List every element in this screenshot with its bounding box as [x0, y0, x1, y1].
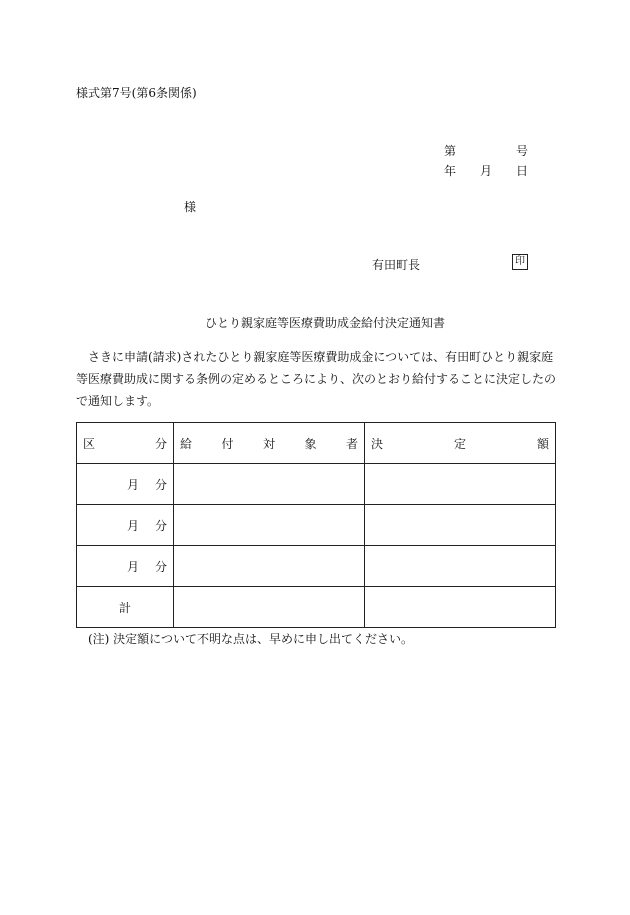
target-cell: [174, 587, 365, 628]
issuer-name: 有田町長: [372, 258, 421, 272]
doc-number-suffix: 号: [516, 144, 529, 158]
table-row: [77, 505, 556, 546]
date-day: 日: [516, 164, 529, 178]
amount-cell: [365, 464, 556, 505]
doc-number-prefix: 第: [444, 144, 457, 158]
footnote: (注) 決定額について不明な点は、早めに申し出てください。: [88, 632, 413, 646]
row-month-label: 月 分: [77, 546, 174, 587]
target-cell: [174, 546, 365, 587]
table-row: [77, 464, 556, 505]
table-row: [77, 546, 556, 587]
table-total-row: [77, 587, 556, 628]
total-label: 計: [77, 587, 174, 628]
header-target: 給 付 対 象 者: [174, 423, 365, 464]
recipient-honorific: 様: [184, 200, 197, 214]
date-month: 月: [480, 164, 493, 178]
row-month-label: 月 分: [77, 505, 174, 546]
amount-cell: [365, 587, 556, 628]
target-cell: [174, 464, 365, 505]
target-cell: [174, 505, 365, 546]
document-title: ひとり親家庭等医療費助成金給付決定通知書: [205, 316, 446, 330]
header-category: 区 分: [77, 423, 174, 464]
decision-table: [76, 422, 556, 628]
form-number: 様式第7号(第6条関係): [76, 86, 197, 100]
header-amount: 決 定 額: [365, 423, 556, 464]
amount-cell: [365, 546, 556, 587]
row-month-label: 月 分: [77, 464, 174, 505]
table-header-row: [77, 423, 556, 464]
date-year: 年: [444, 164, 457, 178]
amount-cell: [365, 505, 556, 546]
body-text: さきに申請(請求)されたひとり親家庭等医療費助成金については、有田町ひとり親家庭等医療費助成に関する条例の定めるところにより、次のとおり給付することに決定したので通知します。: [76, 350, 557, 408]
seal-stamp: 印: [512, 254, 528, 270]
